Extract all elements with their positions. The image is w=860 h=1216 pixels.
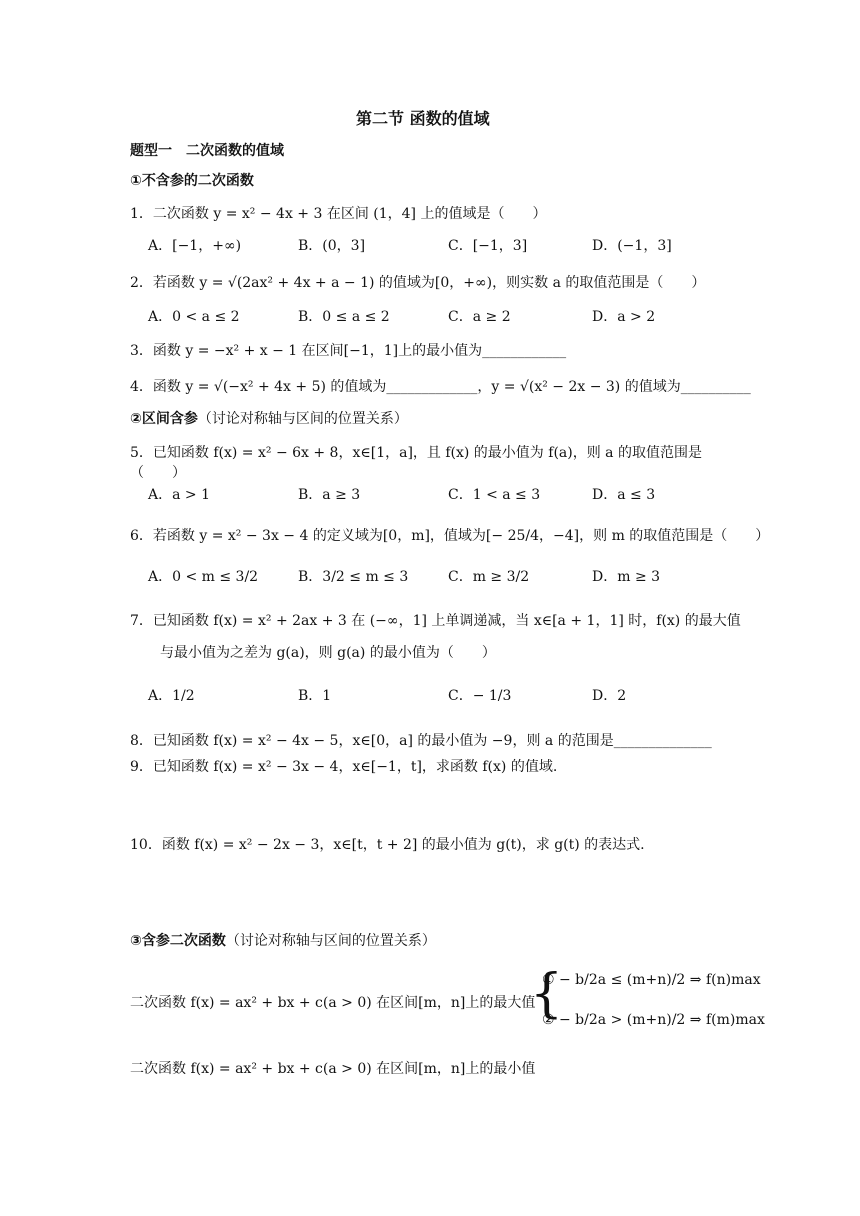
q7-option-c: C．− 1/3 xyxy=(448,688,512,704)
q5-option-a: A．a > 1 xyxy=(148,487,210,503)
subsection-2 xyxy=(130,408,408,428)
q1-option-b: B．(0，3] xyxy=(298,238,366,254)
q7-option-d: D．2 xyxy=(592,688,627,704)
q2-option-d: D．a > 2 xyxy=(592,309,656,325)
question-7-line-1: 7．已知函数 f(x) = x² + 2ax + 3 在 (−∞，1] 上单调递减，当 x∈[a + 1，1] 时，f(x) 的最大值 xyxy=(130,613,741,629)
section-heading: 题型一 二次函数的值域 xyxy=(130,143,284,159)
min-rule: 二次函数 f(x) = ax² + bx + c(a > 0) 在区间[m，n]上的最小值 xyxy=(130,1061,536,1077)
q2-option-a: A．0 < a ≤ 2 xyxy=(148,309,240,325)
question-3: 3．函数 y = −x² + x − 1 在区间[−1，1]上的最小值为____________ xyxy=(130,343,567,359)
max-rule: 二次函数 f(x) = ax² + bx + c(a > 0) 在区间[m，n]上的最大值 xyxy=(130,995,536,1011)
q1-option-c: C．[−1，3] xyxy=(448,238,528,254)
case-2: ② − b/2a > (m+n)/2 ⇒ f(m)max xyxy=(542,1012,765,1028)
page-title: 第二节 函数的值域 xyxy=(356,109,490,128)
brace: { xyxy=(530,964,564,1024)
q1-option-d: D．(−1，3] xyxy=(592,238,672,254)
subsection-3-note: （讨论对称轴与区间的位置关系） xyxy=(225,933,436,949)
q5-option-d: D．a ≤ 3 xyxy=(592,487,656,503)
q6-option-b: B．3/2 ≤ m ≤ 3 xyxy=(298,569,409,585)
q2-option-c: C．a ≥ 2 xyxy=(448,309,511,325)
question-5-line-2: （ ） xyxy=(130,465,186,481)
q5-option-c: C．1 < a ≤ 3 xyxy=(448,487,541,503)
q6-option-a: A．0 < m ≤ 3/2 xyxy=(148,569,259,585)
question-1: 1．二次函数 y = x² − 4x + 3 在区间 (1，4] 上的值域是（ ） xyxy=(130,206,547,222)
q1-option-a: A．[−1，+∞) xyxy=(148,238,242,254)
subsection-3 xyxy=(130,930,436,950)
case-1: ① − b/2a ≤ (m+n)/2 ⇒ f(n)max xyxy=(542,972,761,988)
subsection-3-title: ③含参二次函数 xyxy=(130,933,226,949)
question-9: 9．已知函数 f(x) = x² − 3x − 4，x∈[−1，t]，求函数 f(x) 的值域. xyxy=(130,759,558,775)
question-10: 10．函数 f(x) = x² − 2x − 3，x∈[t，t + 2] 的最小值为 g(t)，求 g(t) 的表达式. xyxy=(130,837,645,853)
subsection-2-note: （讨论对称轴与区间的位置关系） xyxy=(197,411,408,427)
subsection-2-title: ②区间含参 xyxy=(130,411,198,427)
question-8: 8．已知函数 f(x) = x² − 4x − 5，x∈[0，a] 的最小值为 −9，则 a 的范围是______________ xyxy=(130,733,712,749)
question-5-line-1: 5．已知函数 f(x) = x² − 6x + 8，x∈[1，a]，且 f(x) 的最小值为 f(a)，则 a 的取值范围是 xyxy=(130,445,702,461)
q7-option-a: A．1/2 xyxy=(148,688,195,704)
q7-option-b: B．1 xyxy=(298,688,332,704)
question-4: 4．函数 y = √(−x² + 4x + 5) 的值域为_____________，y = √(x² − 2x − 3) 的值域为__________ xyxy=(130,379,751,395)
subsection-1: ①不含参的二次函数 xyxy=(130,173,254,189)
q5-option-b: B．a ≥ 3 xyxy=(298,487,361,503)
q6-option-c: C．m ≥ 3/2 xyxy=(448,569,530,585)
question-6: 6．若函数 y = x² − 3x − 4 的定义域为[0，m]，值域为[− 25/4，−4]，则 m 的取值范围是（ ） xyxy=(130,528,770,544)
q6-option-d: D．m ≥ 3 xyxy=(592,569,661,585)
q2-option-b: B．0 ≤ a ≤ 2 xyxy=(298,309,390,325)
question-2: 2．若函数 y = √(2ax² + 4x + a − 1) 的值域为[0，+∞)，则实数 a 的取值范围是（ ） xyxy=(130,275,706,291)
question-7-line-2: 与最小值为之差为 g(a)，则 g(a) 的最小值为（ ） xyxy=(160,645,496,661)
